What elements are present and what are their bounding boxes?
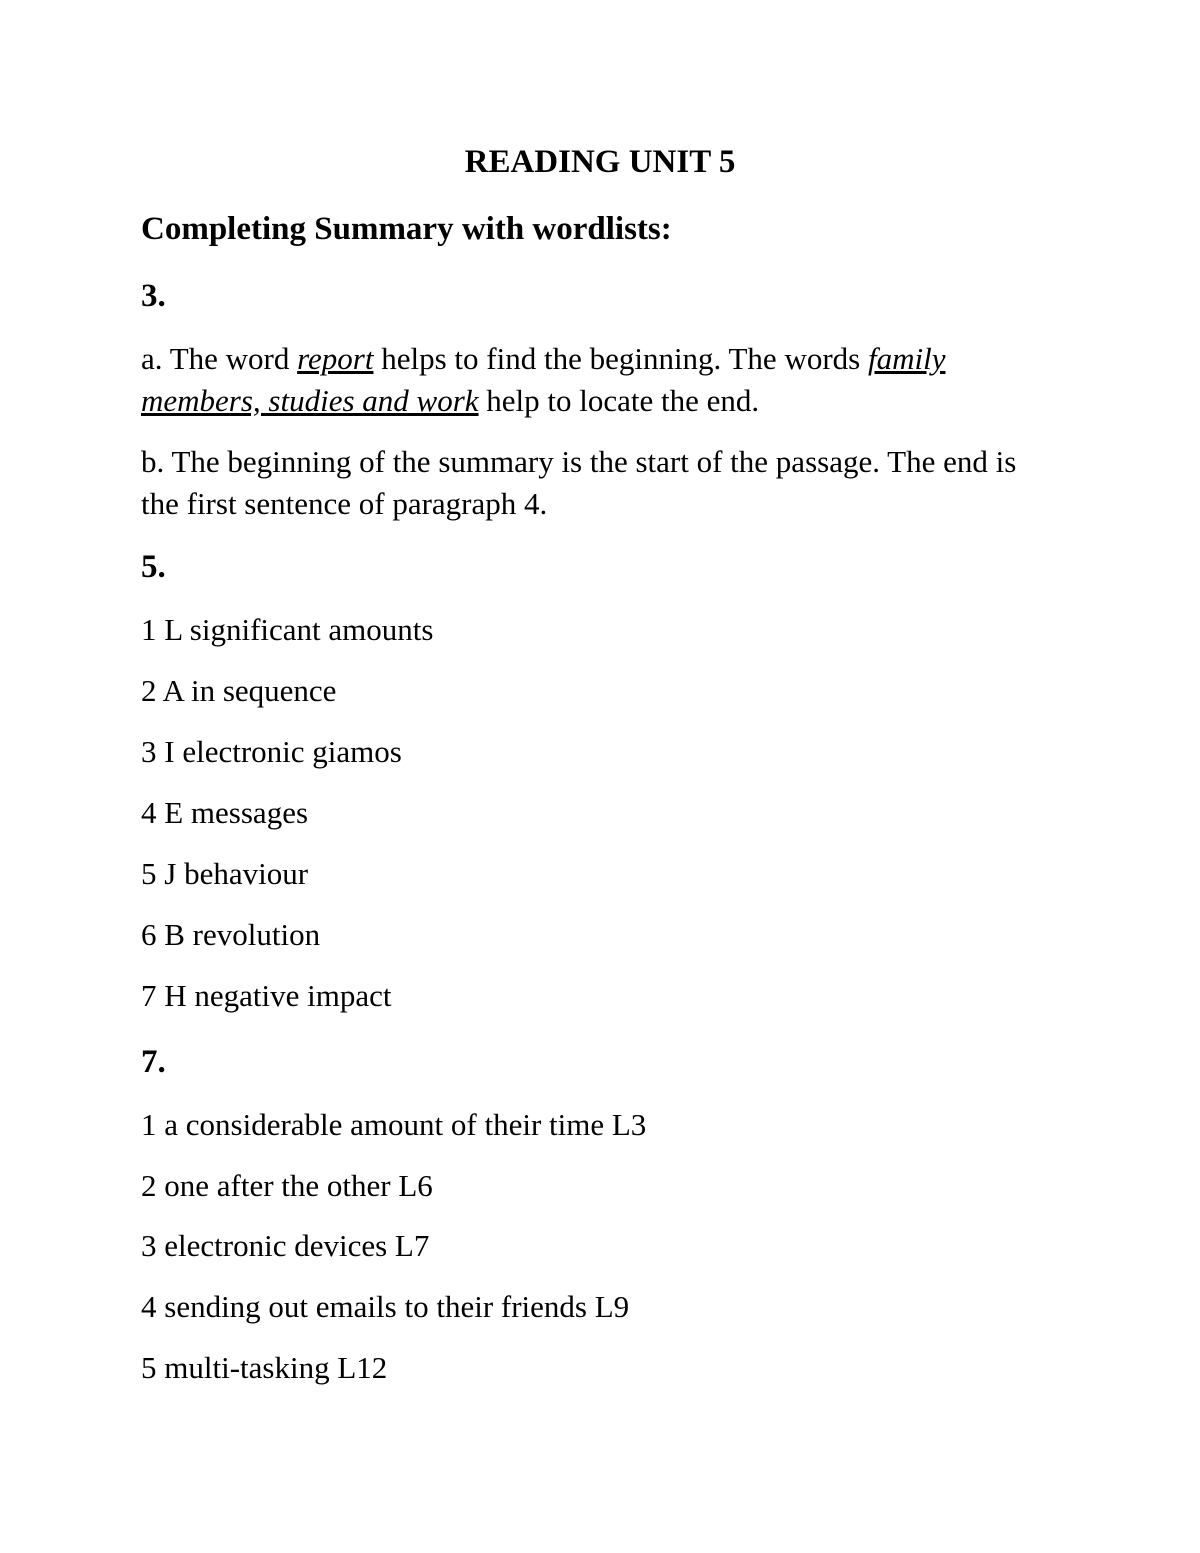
answer-3a-middle: helps to find the beginning. The words — [373, 341, 868, 376]
answer-3a — [141, 338, 1041, 422]
section-heading: Completing Summary with wordlists: — [141, 211, 672, 247]
document-title: READING UNIT 5 — [464, 144, 736, 180]
section-number-3: 3. — [141, 278, 166, 314]
list-item: 1 L significant amounts — [141, 612, 434, 647]
answer-3b: b. The beginning of the summary is the start of the passage. The end is the first sentence of paragraph 4. — [141, 444, 1017, 521]
list-item: 5 J behaviour — [141, 856, 309, 891]
list-item: 2 one after the other L6 — [141, 1168, 433, 1203]
list-item: 3 I electronic giamos — [141, 734, 402, 769]
list-item: 2 A in sequence — [141, 673, 337, 708]
list-item: 1 a considerable amount of their time L3 — [141, 1107, 647, 1142]
answer-3a-prefix: a. The word — [141, 341, 298, 376]
list-item: 5 multi-tasking L12 — [141, 1350, 388, 1385]
answer-3a-keywords-family: family members, studies and work — [141, 341, 946, 418]
section-number-5: 5. — [141, 549, 166, 585]
list-item: 4 sending out emails to their friends L9 — [141, 1289, 630, 1324]
answer-3a-suffix: help to locate the end. — [478, 383, 760, 418]
list-item: 3 electronic devices L7 — [141, 1228, 430, 1263]
list-item: 7 H negative impact — [141, 978, 392, 1013]
list-item: 6 B revolution — [141, 917, 321, 952]
list-item: 4 E messages — [141, 795, 309, 830]
section-number-7: 7. — [141, 1044, 166, 1080]
answer-3a-keyword-report: report — [297, 341, 374, 376]
